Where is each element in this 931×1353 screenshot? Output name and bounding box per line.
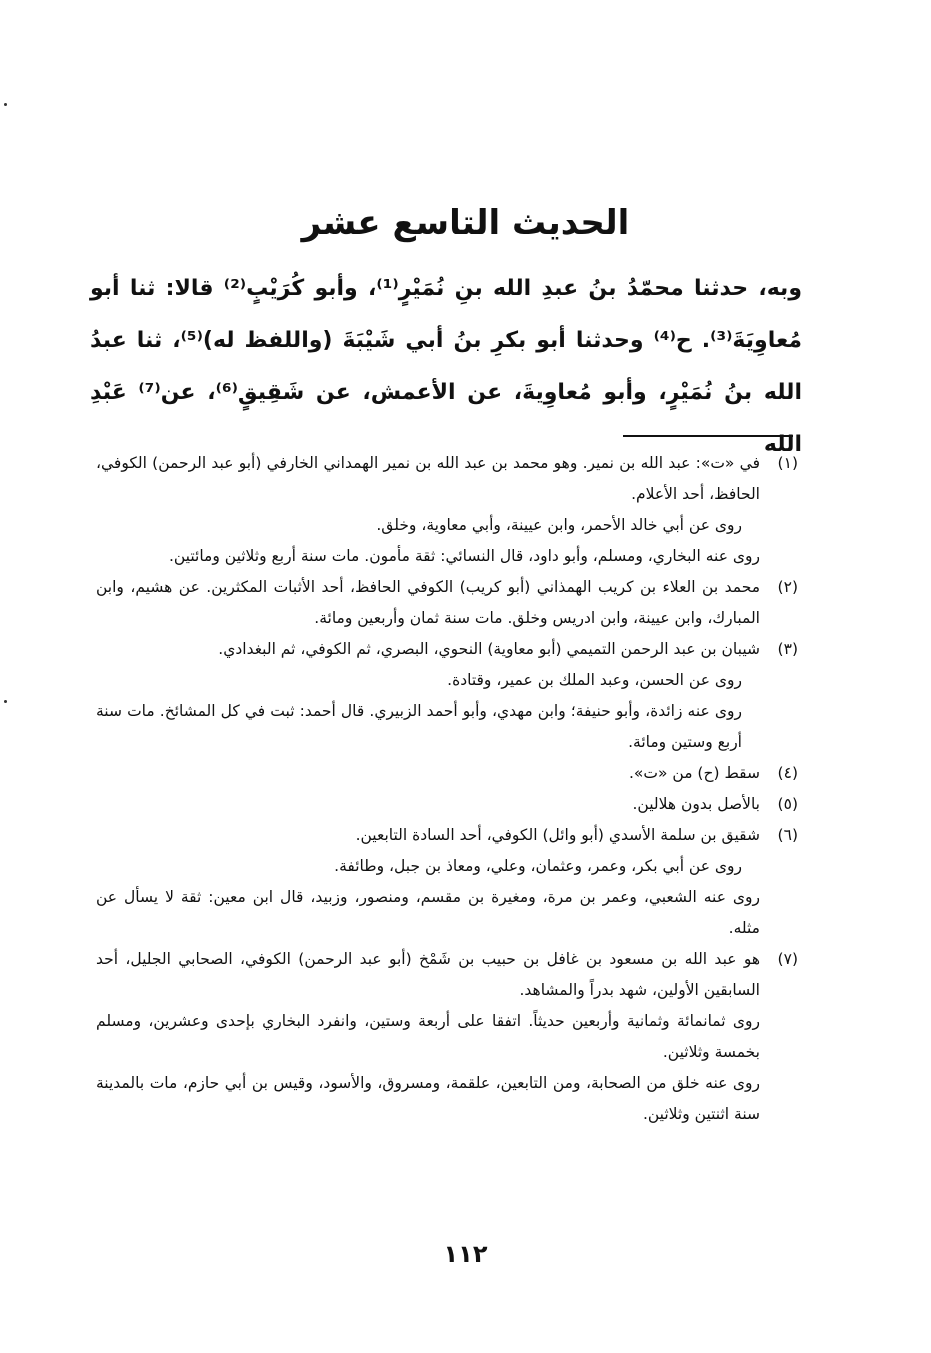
- footnote-7: [96, 944, 798, 1130]
- footnote-3: [96, 634, 798, 758]
- footnote-line: روى عنه الشعبي، وعمر بن مرة، ومغيرة بن مقسم، ومنصور، وزبيد، قال ابن معين: ثقة لا يسأل عن مثله.: [96, 888, 760, 937]
- footnote-4: [96, 758, 798, 789]
- footnote-6: [96, 820, 798, 944]
- footnote-2: [96, 572, 798, 634]
- footnote-number: (٦): [777, 826, 798, 844]
- footnote-line: روى عن أبي بكر، وعمر، وعثمان، وعلي، ومعاذ بن جبل، وطائفة.: [334, 857, 742, 875]
- footnote-line: سقط (ح) من «ت».: [628, 764, 760, 782]
- footnote-number: (٣): [777, 640, 798, 658]
- footnote-line: بالأصل بدون هلالين.: [632, 795, 760, 813]
- page-title: الحديث التاسع عشر: [301, 203, 630, 243]
- footnote-line: محمد بن العلاء بن كريب الهمذاني (أبو كريب) الكوفي الحافظ، أحد الأثبات المكثرين. عن هشيم، وابن المبارك، وابن عيينة، وابن ادريس وخلق. مات سنة ثمان وأربعين ومائة.: [96, 578, 760, 627]
- footnote-number: (٧): [777, 950, 798, 968]
- footnote-line: شيبان بن عبد الرحمن التميمي (أبو معاوية) النحوي، البصري، ثم الكوفي، ثم البغدادي.: [218, 640, 760, 658]
- footnote-line: شقيق بن سلمة الأسدي (أبو وائل) الكوفي، أحد السادة التابعين.: [355, 826, 760, 844]
- scan-mark: [4, 103, 7, 106]
- footnote-line: روى ثمانمائة وثمانية وأربعين حديثاً. اتفقا على أربعة وستين، وانفرد البخاري بإحدى وعشرين، ومسلم بخمسة وثلاثين.: [96, 1012, 760, 1061]
- footnote-line: هو عبد الله بن مسعود بن غافل بن حبيب بن شَمْخ (أبو عبد الرحمن) الكوفي، الصحابي الجليل، أحد السابقين الأولين، شهد بدراً والمشاهد.: [96, 950, 760, 999]
- footnote-line: روى عنه خلق من الصحابة، ومن التابعين، علقمة، ومسروق، والأسود، وقيس بن أبي حازم، مات بالمدينة سنة اثنتين وثلاثين.: [96, 1074, 760, 1123]
- footnote-line: روى عن أبي خالد الأحمر، وابن عيينة، وأبي معاوية، وخلق.: [376, 516, 742, 534]
- page-number: ١١٢: [443, 1240, 488, 1268]
- footnote-divider: [623, 435, 793, 437]
- footnote-line: في «ت»: عبد الله بن نمير. وهو محمد بن عبد الله بن نمير الهمداني الخارفي (أبو عبد الرحمن) الكوفي، الحافظ، أحد الأعلام.: [96, 454, 760, 503]
- footnote-line: روى عنه البخاري، ومسلم، وأبو داود، قال النسائي: ثقة مأمون. مات سنة أربع وثلاثين ومائتين.: [168, 547, 760, 565]
- footnote-1: [96, 448, 798, 572]
- footnote-number: (١): [777, 454, 798, 472]
- footnote-number: (٤): [777, 764, 798, 782]
- footnote-number: (٥): [777, 795, 798, 813]
- scan-mark: [4, 700, 7, 703]
- hadith-text: وبه، حدثنا محمّدُ بنُ عبدِ الله بنِ نُمَيْرٍ⁽¹⁾، وأبو كُرَيْبٍ⁽²⁾ قالا: ثنا أبو مُعاوِيَةَ⁽³⁾. ح⁽⁴⁾ وحدثنا أبو بكرِ بنُ أبي شَيْبَةَ (واللفظ له)⁽⁵⁾، ثنا عبدُ الله بنُ نُمَيْرٍ، وأبو مُعاوِيةَ، عن الأعمش، عن شَقِيقٍ⁽⁶⁾، عن⁽⁷⁾ عَبْدِ الله: [90, 276, 803, 457]
- footnote-line: روى عن الحسن، وعبد الملك بن عمير، وقتادة.: [447, 671, 742, 689]
- footnote-5: [96, 789, 798, 820]
- footnotes: [96, 448, 798, 1130]
- footnote-line: روى عنه زائدة، وأبو حنيفة؛ وابن مهدي، وأبو أحمد الزبيري. قال أحمد: ثبت في كل المشائخ. مات سنة أربع وستين ومائة.: [96, 702, 742, 751]
- footnote-number: (٢): [777, 578, 798, 596]
